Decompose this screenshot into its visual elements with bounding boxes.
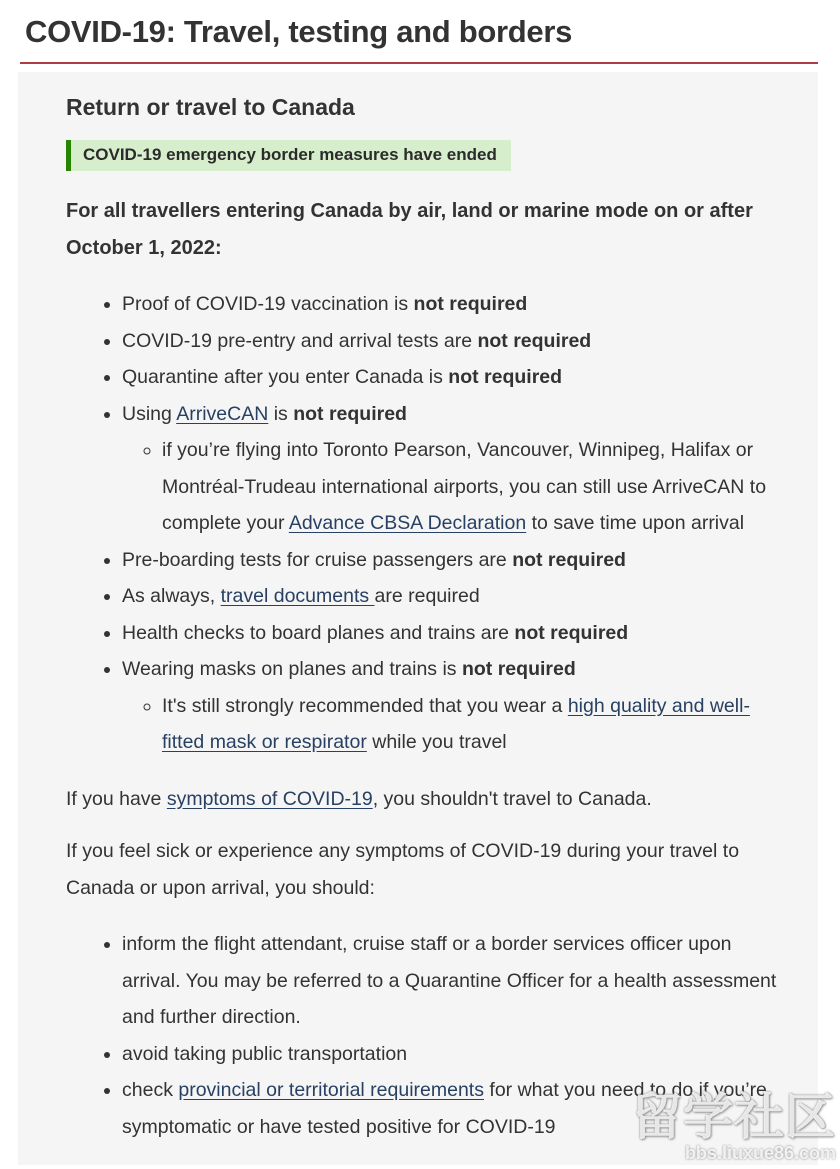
mask-respirator-link[interactable]: high quality and well-fitted mask or respirator xyxy=(162,694,750,753)
if-sick-actions-list xyxy=(66,926,794,1145)
advance-cbsa-declaration-link[interactable]: Advance CBSA Declaration xyxy=(288,512,527,534)
paragraph-text: If you have xyxy=(66,787,167,810)
emergency-measures-ended-banner xyxy=(66,140,511,171)
watermark-logo-text: 留学社区 xyxy=(632,1089,836,1145)
content-panel xyxy=(18,72,818,1165)
not-required-emphasis: not required xyxy=(293,402,407,425)
provincial-territorial-requirements-link[interactable]: provincial or territorial requirements xyxy=(178,1079,484,1101)
item-text: check xyxy=(122,1079,179,1101)
not-required-emphasis: not required xyxy=(461,658,576,680)
masks-sublist xyxy=(122,688,794,761)
list-item-tests xyxy=(122,323,794,360)
list-item-travel-documents xyxy=(122,578,794,615)
not-required-emphasis: not required xyxy=(514,621,629,644)
item-text: Health checks to board planes and trains are xyxy=(122,621,515,644)
item-text: inform the flight attendant, cruise staff or a border services officer upon arrival. You may be referred to a Quarantine Officer for a health assessment and further direction. xyxy=(122,933,777,1028)
list-item-cruise-tests xyxy=(122,542,794,579)
list-item-masks xyxy=(122,651,794,761)
item-text: for what you need to do if you’re symptomatic or have tested positive for COVID-19 xyxy=(122,1079,767,1138)
paragraph-text: , you shouldn't travel to Canada. xyxy=(372,787,652,810)
not-required-emphasis: not required xyxy=(413,293,528,315)
symptoms-of-covid19-link[interactable]: symptoms of COVID-19 xyxy=(166,787,373,810)
feel-sick-paragraph: If you feel sick or experience any symptoms of COVID-19 during your travel to Canada or upon arrival, you should: xyxy=(66,840,740,899)
item-text: It's still strongly recommended that you wear a xyxy=(162,694,568,717)
intro-paragraph: For all travellers entering Canada by air, land or marine mode on or after October 1, 2022: xyxy=(66,200,753,259)
item-text: Using xyxy=(122,402,177,425)
item-text: if you’re flying into Toronto Pearson, Vancouver, Winnipeg, Halifax or Montréal-Trudeau international airports, you can still use ArriveCAN to complete your xyxy=(162,439,767,534)
list-item-mask-recommendation xyxy=(162,688,787,761)
list-item-check-requirements xyxy=(122,1072,794,1145)
list-item-vaccination xyxy=(122,286,794,323)
item-text: Wearing masks on planes and trains is xyxy=(122,658,462,680)
list-item-health-checks xyxy=(122,615,794,652)
list-item-advance-declaration xyxy=(162,432,787,542)
item-text: Quarantine after you enter Canada is xyxy=(122,366,449,388)
item-text: avoid taking public transportation xyxy=(122,1042,408,1065)
list-item-quarantine xyxy=(122,359,794,396)
watermark-url: bbs.liuxue86.com xyxy=(684,1143,836,1163)
item-text: Proof of COVID-19 vaccination is xyxy=(122,293,414,315)
item-text: As always, xyxy=(122,585,221,607)
not-required-emphasis: not required xyxy=(477,329,592,352)
item-text: while you travel xyxy=(366,731,507,753)
item-text: Pre-boarding tests for cruise passengers are xyxy=(122,548,513,571)
not-required-emphasis: not required xyxy=(512,548,626,571)
arrivecan-sublist xyxy=(122,432,794,542)
title-underline-rule xyxy=(20,62,818,64)
item-text: to save time upon arrival xyxy=(526,512,745,534)
alert-text: COVID-19 emergency border measures have ended xyxy=(83,145,497,164)
travel-documents-link[interactable]: travel documents xyxy=(220,585,375,607)
list-item-avoid-transport xyxy=(122,1036,794,1073)
symptoms-paragraph xyxy=(66,781,794,818)
list-item-arrivecan xyxy=(122,396,794,542)
page-title: COVID-19: Travel, testing and borders xyxy=(25,14,573,49)
item-text: is xyxy=(268,402,294,425)
item-text: COVID-19 pre-entry and arrival tests are xyxy=(122,329,478,352)
arrivecan-link[interactable]: ArriveCAN xyxy=(176,402,269,425)
item-text: are required xyxy=(374,585,480,607)
section-heading: Return or travel to Canada xyxy=(66,94,355,120)
list-item-inform-attendant xyxy=(122,926,794,1036)
border-rules-list xyxy=(66,286,794,761)
not-required-emphasis: not required xyxy=(448,366,563,388)
